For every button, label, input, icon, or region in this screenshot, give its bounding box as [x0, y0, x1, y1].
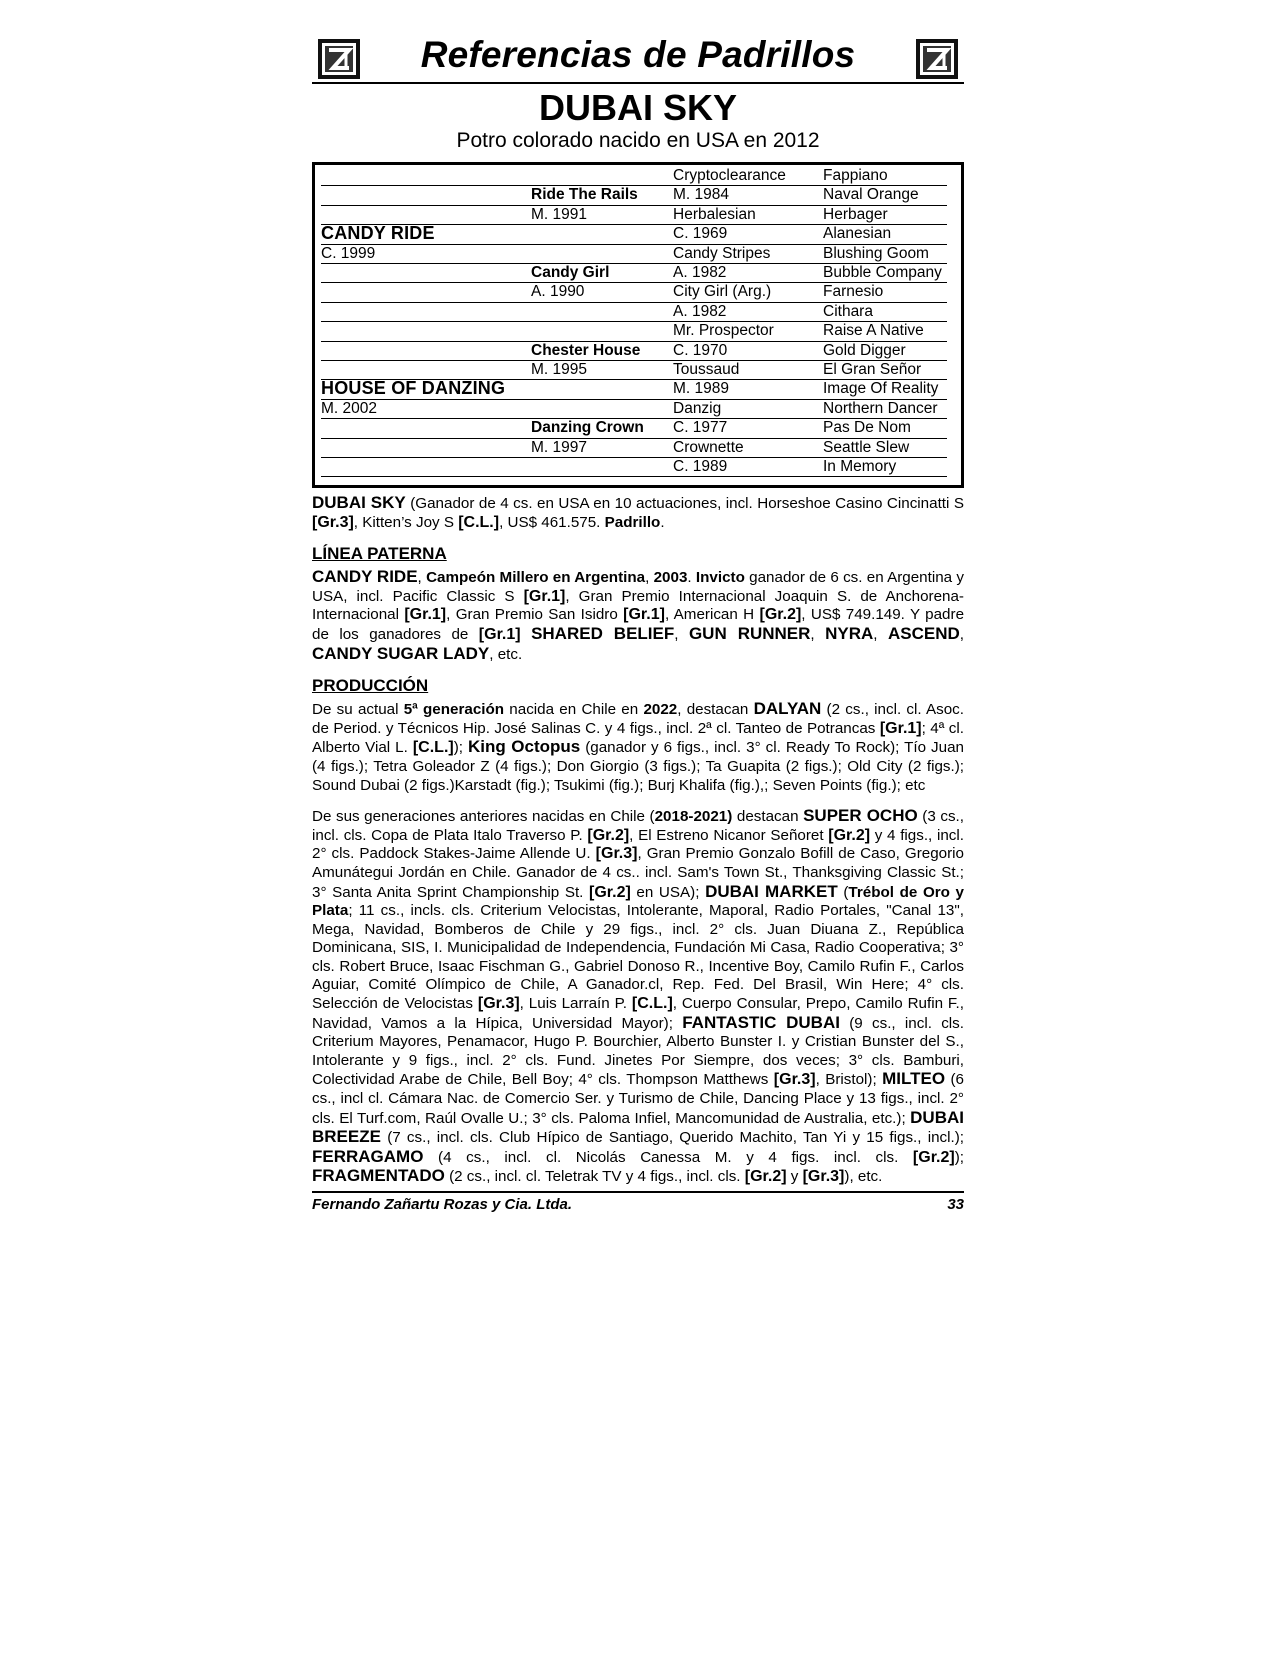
intro-paragraph: DUBAI SKY (Ganador de 4 cs. en USA en 10 actuaciones, incl. Horseshoe Casino Cincinatti S [Gr.3], Kitten’s Joy S [C.L.], US$ 461.575. Padrillo.: [312, 493, 964, 531]
pedigree-row: [321, 399, 947, 419]
pedigree-cell-c1: M. 2002: [321, 399, 378, 417]
pedigree-row: [321, 418, 947, 438]
pedigree-cell-c2: Chester House: [531, 341, 641, 359]
pedigree-cell-c4: El Gran Señor: [823, 361, 922, 378]
pedigree-row: [321, 360, 947, 380]
pedigree-row: [321, 321, 947, 341]
pedigree-cell-c1: CANDY RIDE: [321, 223, 435, 244]
pedigree-row: [321, 205, 947, 225]
footer-company: Fernando Zañartu Rozas y Cia. Ltda.: [312, 1196, 573, 1213]
pedigree-cell-c2: M. 1997: [531, 438, 588, 456]
pedigree-row: [321, 438, 947, 458]
pedigree-cell-c4: Naval Orange: [823, 186, 919, 204]
pedigree-cell-c2: A. 1990: [531, 283, 585, 301]
pedigree-row: [321, 282, 947, 302]
pedigree-cell-c1: HOUSE OF DANZING: [321, 378, 506, 399]
pedigree-cell-c3: Herbalesian: [673, 205, 756, 223]
pedigree-cell-c4: Farnesio: [823, 283, 884, 301]
pedigree-cell-c4: Gold Digger: [823, 341, 906, 359]
pedigree-cell-c2: M. 1991: [531, 205, 588, 223]
pedigree-row: [321, 244, 947, 264]
horse-name: DUBAI SKY: [538, 87, 738, 128]
pedigree-cell-c3: Danzig: [673, 399, 722, 417]
page: [312, 30, 964, 1216]
pedigree-row: [321, 263, 947, 283]
pedigree-row: [321, 224, 947, 244]
pedigree-cell-c3: Cryptoclearance: [673, 167, 786, 184]
page-header: [312, 30, 964, 84]
header-rule: [312, 82, 964, 84]
pedigree-cell-c2: Candy Girl: [531, 264, 610, 281]
pedigree-table: [312, 162, 964, 488]
pedigree-cell-c4: Pas De Nom: [823, 419, 911, 437]
pedigree-cell-c4: Image Of Reality: [823, 380, 939, 398]
pedigree-cell-c4: Fappiano: [823, 167, 888, 184]
produccion-paragraph-1: De su actual 5ª generación nacida en Chile en 2022, destacan DALYAN (2 cs., incl. cl. Asoc. de Period. y Técnicos Hip. José Salinas C. y 4 figs., incl. 2ª cl. Tanteo de Potrancas [Gr.1]; 4ª cl. Alberto Vial L. [C.L.]); King Octopus (ganador y 6 figs., incl. 3° cl. Ready To Rock); Tío Juan (4 figs.); Tetra Goleador Z (4 figs.); Don Giorgio (3 figs.); Ta Guapita (2 figs.); Old City (2 figs.); Sound Dubai (2 figs.)Karstadt (fig.); Tsukimi (fig.); Burj Khalifa (fig.),; Seven Points (fig.); etc: [312, 699, 964, 794]
pedigree-row: [321, 302, 947, 322]
pedigree-cell-c4: Alanesian: [823, 225, 892, 243]
pedigree-cell-c4: Raise A Native: [823, 322, 924, 340]
pedigree-cell-c3: Crownette: [673, 438, 744, 456]
pedigree-cell-c3: Candy Stripes: [673, 244, 771, 262]
section-heading-produccion: PRODUCCIÓN: [312, 676, 429, 696]
pedigree-cell-c3: C. 1977: [673, 419, 728, 437]
pedigree-row: [321, 379, 947, 399]
pedigree-cell-c3: Toussaud: [673, 361, 740, 378]
pedigree-cell-c3: City Girl (Arg.): [673, 283, 772, 301]
produccion-paragraph-2: De sus generaciones anteriores nacidas en Chile (2018-2021) destacan SUPER OCHO (3 cs., incl. cls. Copa de Plata Italo Traverso P. [Gr.2], El Estreno Nicanor Señoret [Gr.2] y 4 figs., incl. 2° cls. Paddock Stakes-Jaime Allende U. [Gr.3], Gran Premio Gonzalo Bofill de Caso, Gregorio Amunátegui Jordán en Chile. Ganador de 4 cs.. incl. Sam's Town St., Thanksgiving Classic St.; 3° Santa Anita Sprint Championship St. [Gr.2] en USA); DUBAI MARKET (Trébol de Oro y Plata; 11 cs., incls. cls. Criterium Velocistas, Intolerante, Maporal, Radio Portales, "Canal 13", Mega, Navidad, Bomberos de Chile y 29 figs., incl. 2° cls. Juan Diuana Z., República Dominicana, SIS, I. Municipalidad de Independencia, Fundación Mi Casa, Radio Cooperativa; 3° cls. Robert Bruce, Isaac Fischman G., Gabriel Donoso R., Incentive Boy, Camilo Rufin F., Carlos Aguiar, Comité Olímpico de Chile, A Ganador.cl, Rep. Fed. Del Brasil, Win Here; 4° cls. Selección de Velocistas [Gr.3], Luis Larraín P. [C.L.], Cuerpo Consular, Prepo, Camilo Rufin F., Navidad, Vamos a la Hípica, Universidad Mayor); FANTASTIC DUBAI (9 cs., incl. cls. Criterium Mayores, Penamacor, Hugo P. Bourchier, Alberto Bunster I. y Cristian Bunster del S., Intolerante y 9 figs., incl. 2° cls. Fund. Jinetes Por Siempre, dos veces; 3° cls. Bamburi, Colectividad Arabe de Chile, Bell Boy; 4° cls. Thompson Matthews [Gr.3], Bristol); MILTEO (6 cs., incl cl. Cámara Nac. de Comercio Ser. y Turismo de Chile, Dancing Place y 13 figs., incl. 2° cls. El Turf.com, Raúl Ovalle U.; 3° cls. Paloma Infiel, Mancomunidad de Australia, etc.); DUBAI BREEZE (7 cs., incl. cls. Club Hípico de Santiago, Querido Machito, Tan Yi y 15 figs., incl.); FERRAGAMO (4 cs., incl. cl. Nicolás Canessa M. y 4 figs. incl. cls. [Gr.2]); FRAGMENTADO (2 cs., incl. cl. Teletrak TV y 4 figs., incl. cls. [Gr.2] y [Gr.3]), etc.: [312, 806, 965, 1186]
pedigree-cell-c1: C. 1999: [321, 244, 376, 262]
page-footer: [312, 1191, 964, 1216]
page-number: 33: [947, 1196, 964, 1213]
pedigree-cell-c3: A. 1982: [673, 264, 727, 281]
pedigree-cell-c4: Seattle Slew: [823, 438, 910, 456]
horse-name-inline: DUBAI SKY: [312, 493, 406, 512]
pedigree-cell-c3: C. 1969: [673, 225, 728, 243]
zanartu-logo-icon: [914, 36, 960, 82]
pedigree-cell-c2: Ride The Rails: [531, 186, 638, 204]
pedigree-cell-c3: A. 1982: [673, 302, 727, 320]
pedigree-cell-c4: Cithara: [823, 302, 873, 320]
header-title: Referencias de Padrillos: [420, 34, 856, 75]
pedigree-cell-c4: Blushing Goom: [823, 244, 929, 262]
pedigree-cell-c3: M. 1984: [673, 186, 730, 204]
pedigree-cell-c2: M. 1995: [531, 361, 588, 378]
horse-subtitle: Potro colorado nacido en USA en 2012: [456, 129, 820, 152]
pedigree-cell-c3: M. 1989: [673, 380, 730, 398]
pedigree-cell-c4: Northern Dancer: [823, 399, 938, 417]
pedigree-row: [321, 185, 947, 205]
pedigree-cell-c3: C. 1970: [673, 341, 728, 359]
pedigree-cell-c4: Bubble Company: [823, 264, 942, 281]
pedigree-row: [321, 341, 947, 361]
pedigree-row: [321, 457, 947, 477]
pedigree-cell-c4: Herbager: [823, 205, 888, 223]
pedigree-cell-c4: In Memory: [823, 458, 897, 475]
pedigree-cell-c2: Danzing Crown: [531, 419, 644, 437]
pedigree-cell-c3: C. 1989: [673, 458, 728, 475]
pedigree-row: [321, 166, 947, 186]
pedigree-cell-c3: Mr. Prospector: [673, 322, 774, 340]
section-heading-linea-paterna: LÍNEA PATERNA: [312, 544, 447, 564]
linea-paterna-paragraph: CANDY RIDE, Campeón Millero en Argentina, 2003. Invicto ganador de 6 cs. en Argentina y USA, incl. Pacific Classic S [Gr.1], Gran Premio Internacional Joaquin S. de Anchorena-Internacional [Gr.1], Gran Premio San Isidro [Gr.1], American H [Gr.2], US$ 749.149. Y padre de los ganadores de [Gr.1] SHARED BELIEF, GUN RUNNER, NYRA, ASCEND, CANDY SUGAR LADY, etc.: [312, 567, 965, 663]
